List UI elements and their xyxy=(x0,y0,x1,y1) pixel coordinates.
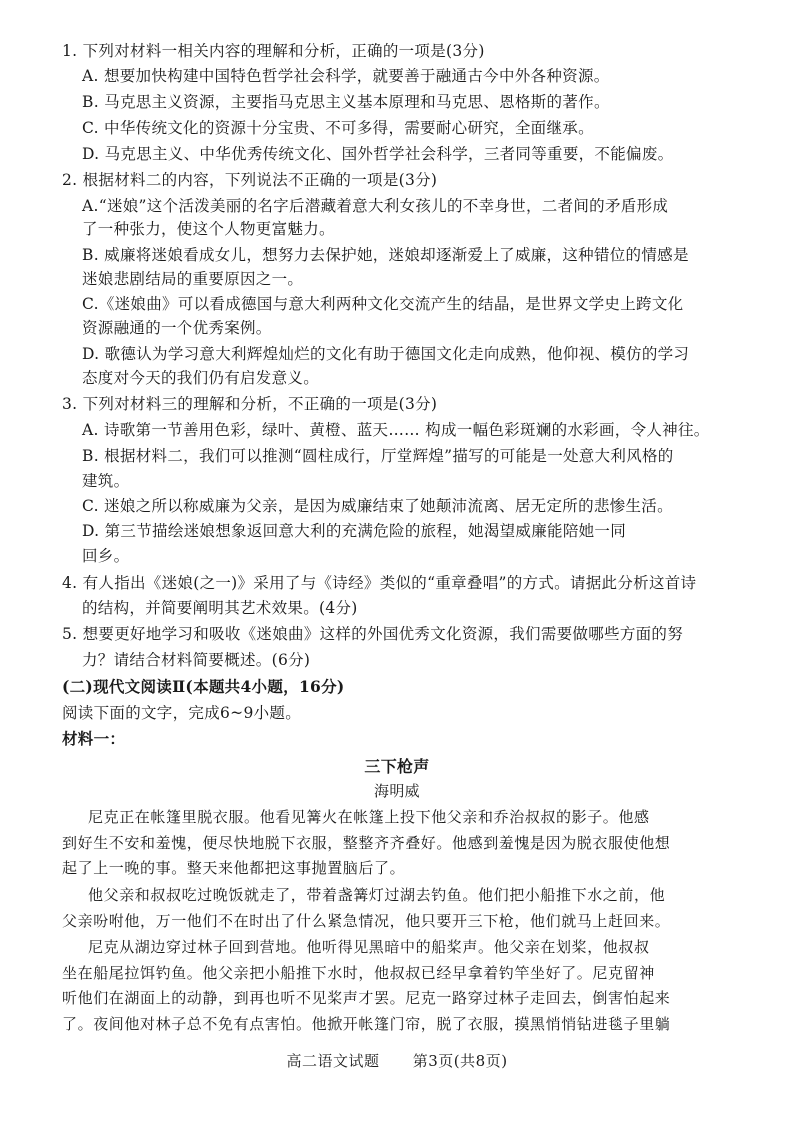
q2-option-c-line2: 资源融通的一个优秀案例。 xyxy=(82,319,272,337)
q1-option-d: D. 马克思主义、中华优秀传统文化、国外哲学社会科学，三者同等重要，不能偏废。 xyxy=(82,145,674,163)
q1-option-c: C. 中华传统文化的资源十分宝贵、不可多得，需要耐心研究，全面继承。 xyxy=(82,119,594,137)
q3-option-d-line2: 回乡。 xyxy=(82,547,130,565)
section-heading: (二)现代文阅读Ⅱ(本题共4小题，16分) xyxy=(62,677,345,696)
footer-page-number: 第3页(共8页) xyxy=(412,1052,508,1070)
q3-option-d-line1: D. 第三节描绘迷娘想象返回意大利的充满危险的旅程，她渴望威廉能陪她一同 xyxy=(82,522,627,540)
q2-option-b-line2: 迷娘悲剧结局的重要原因之一。 xyxy=(82,270,304,288)
q5-line2: 力？请结合材料简要概述。(6分) xyxy=(82,651,311,669)
section-instruction: 阅读下面的文字，完成6~9小题。 xyxy=(62,704,302,722)
story-p2-line1: 他父亲和叔叔吃过晚饭就走了，带着盏篝灯过湖去钓鱼。他们把小船推下水之前，他 xyxy=(88,886,666,904)
q2-option-a-line2: 了一种张力，使这个人物更富魅力。 xyxy=(82,220,335,238)
page-footer xyxy=(0,1050,794,1071)
q1-stem: 1. 下列对材料一相关内容的理解和分析，正确的一项是(3分) xyxy=(62,42,485,60)
story-title: 三下枪声 xyxy=(364,757,430,776)
q1-option-a: A. 想要加快构建中国特色哲学社会科学，就要善于融通古今中外各种资源。 xyxy=(82,67,610,85)
story-p3-line1: 尼克从湖边穿过林子回到营地。他听得见黑暗中的船桨声。他父亲在划桨，他叔叔 xyxy=(88,938,650,956)
q3-option-b-line1: B. 根据材料二，我们可以推测“圆柱成行，厅堂辉煌”描写的可能是一处意大利风格的 xyxy=(82,447,674,465)
story-p3-line4: 了。夜间他对林子总不免有点害怕。他掀开帐篷门帘，脱了衣服，摸黑悄悄钻进毯子里躺 xyxy=(62,1015,671,1033)
story-p2-line2: 父亲吩咐他，万一他们不在时出了什么紧急情况，他只要开三下枪，他们就马上赶回来。 xyxy=(62,912,671,930)
q2-stem: 2. 根据材料二的内容，下列说法不正确的一项是(3分) xyxy=(62,171,438,189)
q4-line1: 4. 有人指出《迷娘(之一)》采用了与《诗经》类似的“重章叠唱”的方式。请据此分析这首诗 xyxy=(62,574,697,592)
q1-option-b: B. 马克思主义资源，主要指马克思主义基本原理和马克思、恩格斯的著作。 xyxy=(82,93,610,111)
q3-option-b-line2: 建筑。 xyxy=(82,472,130,490)
q4-line2: 的结构，并简要阐明其艺术效果。(4分) xyxy=(82,599,358,617)
q2-option-c-line1: C.《迷娘曲》可以看成德国与意大利两种文化交流产生的结晶，是世界文学史上跨文化 xyxy=(82,295,684,313)
q3-option-c: C. 迷娘之所以称威廉为父亲，是因为威廉结束了她颠沛流离、居无定所的悲惨生活。 xyxy=(82,497,673,515)
q2-option-d-line2: 态度对今天的我们仍有启发意义。 xyxy=(82,369,320,387)
story-author: 海明威 xyxy=(374,782,420,800)
q5-line1: 5. 想要更好地学习和吸收《迷娘曲》这样的外国优秀文化资源，我们需要做哪些方面的努 xyxy=(62,625,684,643)
q3-option-a: A. 诗歌第一节善用色彩，绿叶、黄橙、蓝天…… 构成一幅色彩斑斓的水彩画，令人神往。 xyxy=(82,421,710,439)
q2-option-b-line1: B. 威廉将迷娘看成女儿，想努力去保护她，迷娘却逐渐爱上了威廉，这种错位的情感是 xyxy=(82,246,689,264)
story-p1-line1: 尼克正在帐篷里脱衣服。他看见篝火在帐篷上投下他父亲和乔治叔叔的影子。他感 xyxy=(88,808,650,826)
story-p3-line3: 听他们在湖面上的动静，到再也听不见桨声才罢。尼克一路穿过林子走回去，倒害怕起来 xyxy=(62,989,671,1007)
q2-option-a-line1: A.“迷娘”这个活泼美丽的名字后潜藏着意大利女孩儿的不幸身世，二者间的矛盾形成 xyxy=(82,197,669,215)
q2-option-d-line1: D. 歌德认为学习意大利辉煌灿烂的文化有助于德国文化走向成熟，他仰视、模仿的学习 xyxy=(82,345,690,363)
material-label: 材料一： xyxy=(62,729,126,748)
footer-subject: 高二语文试题 xyxy=(286,1052,380,1070)
q3-stem: 3. 下列对材料三的理解和分析，不正确的一项是(3分) xyxy=(62,395,438,413)
story-p3-line2: 坐在船尾拉饵钓鱼。他父亲把小船推下水时，他叔叔已经早拿着钓竿坐好了。尼克留神 xyxy=(62,964,655,982)
story-p1-line3: 起了上一晚的事。整天来他都把这事抛置脑后了。 xyxy=(62,859,406,877)
story-p1-line2: 到好生不安和羞愧，便尽快地脱下衣服，整整齐齐叠好。他感到羞愧是因为脱衣服使他想 xyxy=(62,834,671,852)
